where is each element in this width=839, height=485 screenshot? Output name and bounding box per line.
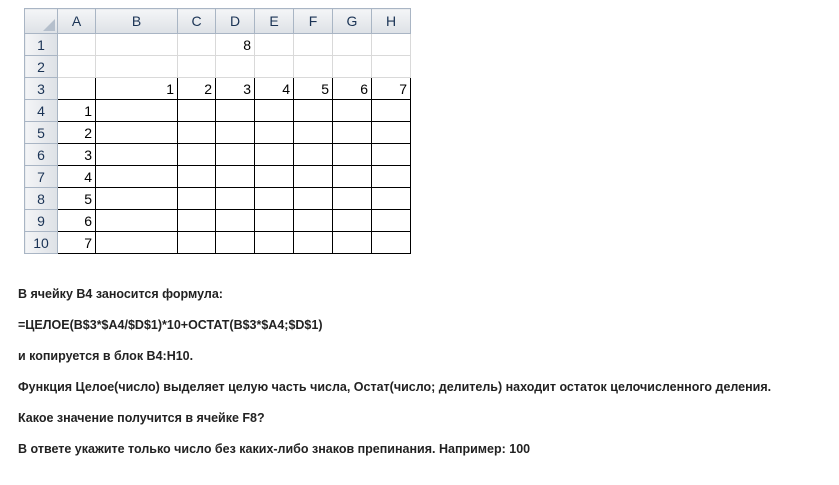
cell-d8[interactable] — [216, 188, 255, 210]
cell-d9[interactable] — [216, 210, 255, 232]
cell-c6[interactable] — [178, 144, 216, 166]
row-header-1[interactable]: 1 — [25, 34, 58, 56]
cell-g1[interactable] — [333, 34, 372, 56]
cell-h6[interactable] — [372, 144, 411, 166]
cell-a3[interactable] — [58, 78, 96, 100]
column-header-g[interactable]: G — [333, 9, 372, 34]
cell-b9[interactable] — [96, 210, 178, 232]
cell-f10[interactable] — [294, 232, 333, 254]
cell-g10[interactable] — [333, 232, 372, 254]
task-question: Какое значение получится в ячейке F8? — [18, 411, 265, 425]
row-header-2[interactable]: 2 — [25, 56, 58, 78]
cell-c4[interactable] — [178, 100, 216, 122]
cell-f4[interactable] — [294, 100, 333, 122]
cell-c7[interactable] — [178, 166, 216, 188]
cell-f5[interactable] — [294, 122, 333, 144]
cell-a8[interactable]: 5 — [58, 188, 96, 210]
cell-a4[interactable]: 1 — [58, 100, 96, 122]
cell-b5[interactable] — [96, 122, 178, 144]
cell-e9[interactable] — [255, 210, 294, 232]
cell-f6[interactable] — [294, 144, 333, 166]
column-header-f[interactable]: F — [294, 9, 333, 34]
cell-a9[interactable]: 6 — [58, 210, 96, 232]
task-formula: =ЦЕЛОЕ(B$3*$A4/$D$1)*10+ОСТАТ(B$3*$A4;$D$1) — [18, 318, 323, 332]
row-header-5[interactable]: 5 — [25, 122, 58, 144]
cell-h5[interactable] — [372, 122, 411, 144]
cell-a6[interactable]: 3 — [58, 144, 96, 166]
cell-e1[interactable] — [255, 34, 294, 56]
task-text — [18, 285, 792, 471]
cell-e8[interactable] — [255, 188, 294, 210]
row-header-8[interactable]: 8 — [25, 188, 58, 210]
cell-h2[interactable] — [372, 56, 411, 78]
row-header-9[interactable]: 9 — [25, 210, 58, 232]
cell-g6[interactable] — [333, 144, 372, 166]
row-header-10[interactable]: 10 — [25, 232, 58, 254]
cell-g3[interactable]: 6 — [333, 78, 372, 100]
cell-a5[interactable]: 2 — [58, 122, 96, 144]
cell-d4[interactable] — [216, 100, 255, 122]
cell-c1[interactable] — [178, 34, 216, 56]
cell-f2[interactable] — [294, 56, 333, 78]
column-header-b[interactable]: B — [96, 9, 178, 34]
cell-h1[interactable] — [372, 34, 411, 56]
cell-b4[interactable] — [96, 100, 178, 122]
cell-b6[interactable] — [96, 144, 178, 166]
cell-b2[interactable] — [96, 56, 178, 78]
row-header-6[interactable]: 6 — [25, 144, 58, 166]
cell-b8[interactable] — [96, 188, 178, 210]
cell-g4[interactable] — [333, 100, 372, 122]
column-header-h[interactable]: H — [372, 9, 411, 34]
cell-e6[interactable] — [255, 144, 294, 166]
task-intro: В ячейку B4 заносится формула: — [18, 287, 223, 301]
cell-d1[interactable]: 8 — [216, 34, 255, 56]
cell-h4[interactable] — [372, 100, 411, 122]
cell-c2[interactable] — [178, 56, 216, 78]
cell-e2[interactable] — [255, 56, 294, 78]
cell-b10[interactable] — [96, 232, 178, 254]
cell-d2[interactable] — [216, 56, 255, 78]
cell-h3[interactable]: 7 — [372, 78, 411, 100]
cell-h9[interactable] — [372, 210, 411, 232]
spreadsheet-grid — [24, 8, 411, 254]
column-header-e[interactable]: E — [255, 9, 294, 34]
column-header-a[interactable]: A — [58, 9, 96, 34]
cell-g8[interactable] — [333, 188, 372, 210]
cell-h8[interactable] — [372, 188, 411, 210]
task-copy-note: и копируется в блок B4:H10. — [18, 349, 194, 363]
cell-d5[interactable] — [216, 122, 255, 144]
cell-g2[interactable] — [333, 56, 372, 78]
cell-f8[interactable] — [294, 188, 333, 210]
cell-f1[interactable] — [294, 34, 333, 56]
cell-h10[interactable] — [372, 232, 411, 254]
cell-b3[interactable]: 1 — [96, 78, 178, 100]
cell-c8[interactable] — [178, 188, 216, 210]
cell-a7[interactable]: 4 — [58, 166, 96, 188]
cell-g7[interactable] — [333, 166, 372, 188]
row-header-3[interactable]: 3 — [25, 78, 58, 100]
cell-c10[interactable] — [178, 232, 216, 254]
cell-e7[interactable] — [255, 166, 294, 188]
cell-f9[interactable] — [294, 210, 333, 232]
cell-d10[interactable] — [216, 232, 255, 254]
cell-c5[interactable] — [178, 122, 216, 144]
cell-a1[interactable] — [58, 34, 96, 56]
column-header-c[interactable]: C — [178, 9, 216, 34]
spreadsheet-screenshot — [24, 8, 415, 272]
cell-c9[interactable] — [178, 210, 216, 232]
cell-e3[interactable]: 4 — [255, 78, 294, 100]
cell-e10[interactable] — [255, 232, 294, 254]
cell-a2[interactable] — [58, 56, 96, 78]
cell-d6[interactable] — [216, 144, 255, 166]
row-header-4[interactable]: 4 — [25, 100, 58, 122]
cell-e5[interactable] — [255, 122, 294, 144]
cell-b1[interactable] — [96, 34, 178, 56]
task-functions-explanation: Функция Целое(число) выделяет целую часть числа, Остат(число; делитель) находит остаток целочисленного деления. — [18, 380, 772, 394]
cell-b7[interactable] — [96, 166, 178, 188]
cell-f3[interactable]: 5 — [294, 78, 333, 100]
cell-e4[interactable] — [255, 100, 294, 122]
cell-d7[interactable] — [216, 166, 255, 188]
cell-f7[interactable] — [294, 166, 333, 188]
cell-a10[interactable]: 7 — [58, 232, 96, 254]
cell-h7[interactable] — [372, 166, 411, 188]
cell-c3[interactable]: 2 — [178, 78, 216, 100]
cell-g9[interactable] — [333, 210, 372, 232]
task-instruction: В ответе укажите только число без каких-либо знаков препинания. Например: 100 — [18, 442, 531, 456]
row-header-7[interactable]: 7 — [25, 166, 58, 188]
cell-d3[interactable]: 3 — [216, 78, 255, 100]
column-header-d[interactable]: D — [216, 9, 255, 34]
select-all-corner[interactable] — [25, 9, 58, 34]
cell-g5[interactable] — [333, 122, 372, 144]
